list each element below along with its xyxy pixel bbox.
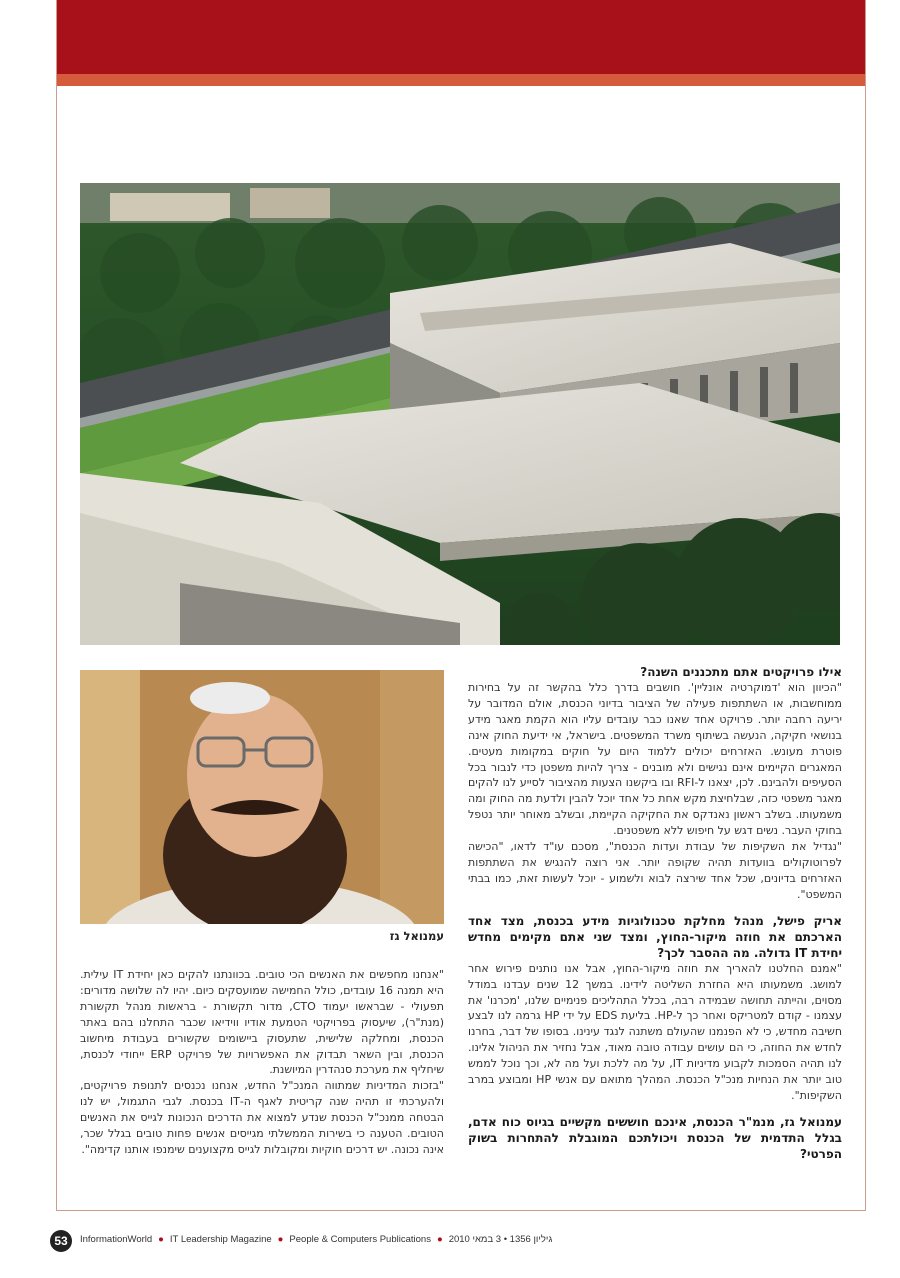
answer-paragraph: "הכיוון הוא 'דמוקרטיה אונליין'. חושבים בדרך כלל בהקשר זה על בחירות ממוחשבות, או השתתפות פעילה של הציבור בדיוני הכנסת, אולם המדובר על יריעה רחבה יותר. פרויקט אחד שאנו כבר עובדים עליו הוא הקמת מאגר מידע בנושאי חקיקה, הנעשה בשיתוף משרד המשפטים. בישראל, אי ידיעת החוק אינה פוטרת מעונש. האזרחים יכולים ללמוד היום על חוקים במקומות מעטים. המאגרים הקיימים אינם נגישים ולא מובנים - צריך להיות משפטן כדי לנבור בכל הסעיפים ולהבינם. לכן, יצאנו ל-RFI ובו ביקשנו הצעות מהציבור לסייע לנו להקים מאגר משפטי כזה, שבלחיצת מקש אחת כל אחד יוכל להבין ולדעת מה החוק ומה משמעותו. בשלב ראשון נאנדקס את החקיקה הקיימת, ובשלב מאוחר יותר נטפל בחוקי העבר. נשים דגש על חיפוש ללא משפטנים. <box>468 681 842 838</box>
footer-publication: People & Computers Publications <box>289 1234 431 1245</box>
answer-paragraph: "נגדיל את השקיפות של עבודת ועדות הכנסת", מסכם עו"ד לדאו, "הכישה לפרוטוקולים בוועדות תהיה שקופה יותר. אני רוצה להנגיש את השתתפות האזרחים בדיונים, שכל אחד שירצה לבוא ולשמוע - יוכל לעשות זאת, כמו בבתי המשפט". <box>468 840 842 901</box>
footer-text: InformationWorld ● IT Leadership Magazine ● People & Computers Publications ● גיליון 1356 • 3 במאי 2010 <box>80 1234 553 1245</box>
answer-paragraph: "אנחנו מחפשים את האנשים הכי טובים. בכוונתנו להקים כאן יחידת IT עילית. היא תמנה 16 עובדים, כולל החמישה שמועסקים כיום. יהיו לה שלושה מדורים: תפעולי - שבראשו יעמוד CTO, מדור תקשורת - בראשות מנהל תקשורת (מנת"ר), שיעסוק בפרויקטי הטמעת אודיו ווידיאו שכבר התחלנו בהם באתר הכנסת, ומחלקה שלישית, שתעסוק ביישומים שקשורים בעבודת מיחשוב הכנסת, ובין השאר תבדוק את האפשרויות של פרויקט ERP ייחודי לכנסת, שיחליף את מערכת סנהדרין המיושנת. <box>80 968 444 1077</box>
article-column-right <box>468 664 842 1162</box>
answer-paragraph: "אמנם החלטנו להאריך את חוזה מיקור-החוץ, אבל אנו נותנים פירוש אחר למושג. משמעותו היא החזרת השליטה לידינו. במשך 12 שנים עבדנו במודל מסוים, והייתה תחושה שבמידה רבה, בכלל התהליכים פנימיים שלנו, 'מכרנו' את עצמנו - קודם למטריקס ואחר כך ל-HP. בליעת EDS על ידי HP גרמה לנו לבצע חשיבה מחדש, כי לא הפנמנו שהעולם משתנה לנגד עינינו. בסופו של דבר, בחרנו לחדש את החוזה, כי הם עושים עבודה טובה מאוד, אבל נחזיר את הניהול אלינו. לנו תהיה הסמכות לקבוע מדיניות IT, על מה ללכת ועל מה לא, וכך נוכל לממש טוב יותר את הנחיות מנכ"ל הכנסת. המהלך מתואם עם אנשי HP ומבוצע במרב השקיפות". <box>468 961 842 1102</box>
page-number: 53 <box>50 1230 72 1252</box>
photo-caption: עמנואל גז <box>389 929 444 943</box>
knesset-aerial-photo <box>80 183 840 645</box>
portrait-photo <box>80 670 444 924</box>
question-heading: עמנואל גז, מנמ"ר הכנסת, אינכם חוששים מקשיים בגיוס כוח אדם, בגלל התדמית של הכנסת ויכולתכם המוגבלת להתחרות בשוק הפרטי? <box>468 1114 842 1161</box>
footer-publication: IT Leadership Magazine <box>169 1234 272 1245</box>
question-heading: אריק פישל, מנהל מחלקת טכנולוגיות מידע בכנסת, מצד אחד הארכתם את חוזה מיקור-החוץ, ומצד שני אתם מקימים מחדש יחידת IT גדולה. מה ההסבר לכך? <box>468 913 842 960</box>
answer-paragraph: "בזכות המדיניות שמתווה המנכ"ל החדש, אנחנו נכנסים לתנופת פרויקטים, ולהערכתי זו תהיה שנה קריטית לאגף ה-IT בכנסת. לגבי התגמול, יש לנו הבטחה ממנכ"ל הכנסת שנדע למצוא את הדרכים הנכונות לגייס את האנשים הטובים. הטענה כי בשירות הממשלתי מגייסים אנשים פחות טובים בגלל שכר, אינה נכונה. יש דרכים חוקיות ומקובלות לגייס מקצוענים שימנפו אותנו קדימה". <box>80 1079 444 1156</box>
article-column-left <box>80 967 444 1158</box>
page-footer <box>50 1230 850 1252</box>
question-heading: אילו פרויקטים אתם מתכננים השנה? <box>640 665 842 679</box>
footer-publication: InformationWorld <box>80 1234 153 1245</box>
footer-issue: גיליון 1356 • 3 במאי 2010 <box>448 1234 553 1245</box>
